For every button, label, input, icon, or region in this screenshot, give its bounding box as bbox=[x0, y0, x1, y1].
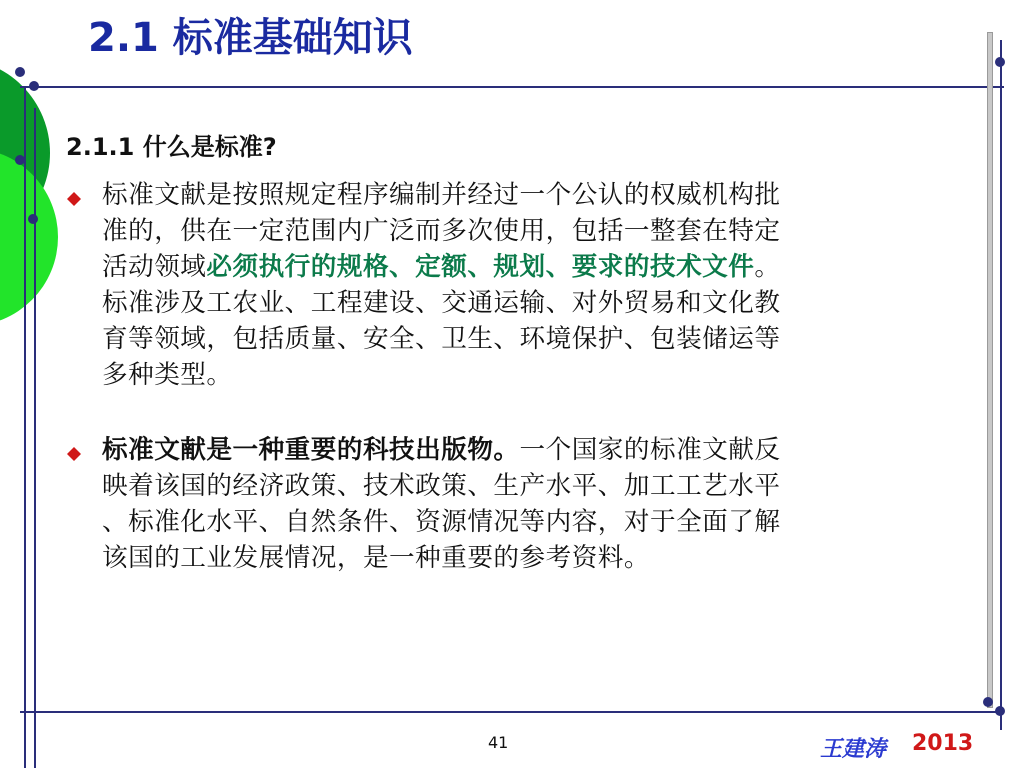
author-signature: 王建涛 bbox=[820, 737, 887, 762]
paragraph-line bbox=[102, 432, 992, 468]
year-label: 2013 bbox=[912, 731, 974, 756]
paragraph-line: 准的，供在一定范围内广泛而多次使用，包括一整套在特定 bbox=[102, 216, 781, 246]
paragraph-line: 该国的工业发展情况，是一种重要的参考资料。 bbox=[102, 543, 650, 573]
paragraph-line: 育等领域，包括质量、安全、卫生、环境保护、包装储运等 bbox=[102, 324, 781, 354]
frame-dot bbox=[983, 697, 993, 707]
paragraph-line: 映着该国的经济政策、技术政策、生产水平、加工工艺水平 bbox=[102, 471, 781, 501]
paragraph-line bbox=[102, 249, 992, 285]
subheading-number: 2.1.1 bbox=[66, 133, 135, 161]
frame-dot bbox=[29, 81, 39, 91]
highlighted-text: 必须执行的规格、定额、规划、要求的技术文件 bbox=[206, 252, 755, 282]
frame-dot bbox=[995, 706, 1005, 716]
frame-line-right bbox=[1000, 40, 1002, 730]
frame-line-left bbox=[24, 88, 26, 768]
paragraph-line: 多种类型。 bbox=[102, 360, 233, 390]
diamond-bullet-icon bbox=[66, 191, 82, 207]
frame-dot bbox=[995, 57, 1005, 67]
diamond-bullet-icon bbox=[66, 446, 82, 462]
bullet-paragraph-2 bbox=[102, 432, 992, 576]
paragraph-text: 活动领域 bbox=[102, 252, 207, 282]
frame-line-left-inner bbox=[34, 108, 36, 768]
decor-circle-light bbox=[0, 148, 58, 326]
frame-dot bbox=[28, 214, 38, 224]
frame-line-top bbox=[20, 86, 1004, 88]
slide-title: 2.1 标准基础知识 bbox=[88, 15, 413, 61]
subheading-text: 什么是标准? bbox=[142, 133, 277, 161]
paragraph-line: 标准涉及工农业、工程建设、交通运输、对外贸易和文化教 bbox=[102, 288, 781, 318]
frame-dot bbox=[15, 155, 25, 165]
frame-dot bbox=[15, 67, 25, 77]
bullet-paragraph-1 bbox=[102, 177, 992, 393]
page-number: 41 bbox=[488, 733, 509, 752]
paragraph-line: 标准文献是按照规定程序编制并经过一个公认的权威机构批 bbox=[102, 180, 781, 210]
bold-text: 标准文献是一种重要的科技出版物。 bbox=[102, 435, 520, 465]
frame-line-bottom bbox=[20, 711, 1004, 713]
paragraph-text: 。 bbox=[754, 252, 781, 282]
subheading bbox=[66, 127, 277, 162]
paragraph-line: 、标准化水平、自然条件、资源情况等内容，对于全面了解 bbox=[102, 507, 781, 537]
paragraph-text: 一个国家的标准文献反 bbox=[519, 435, 781, 465]
